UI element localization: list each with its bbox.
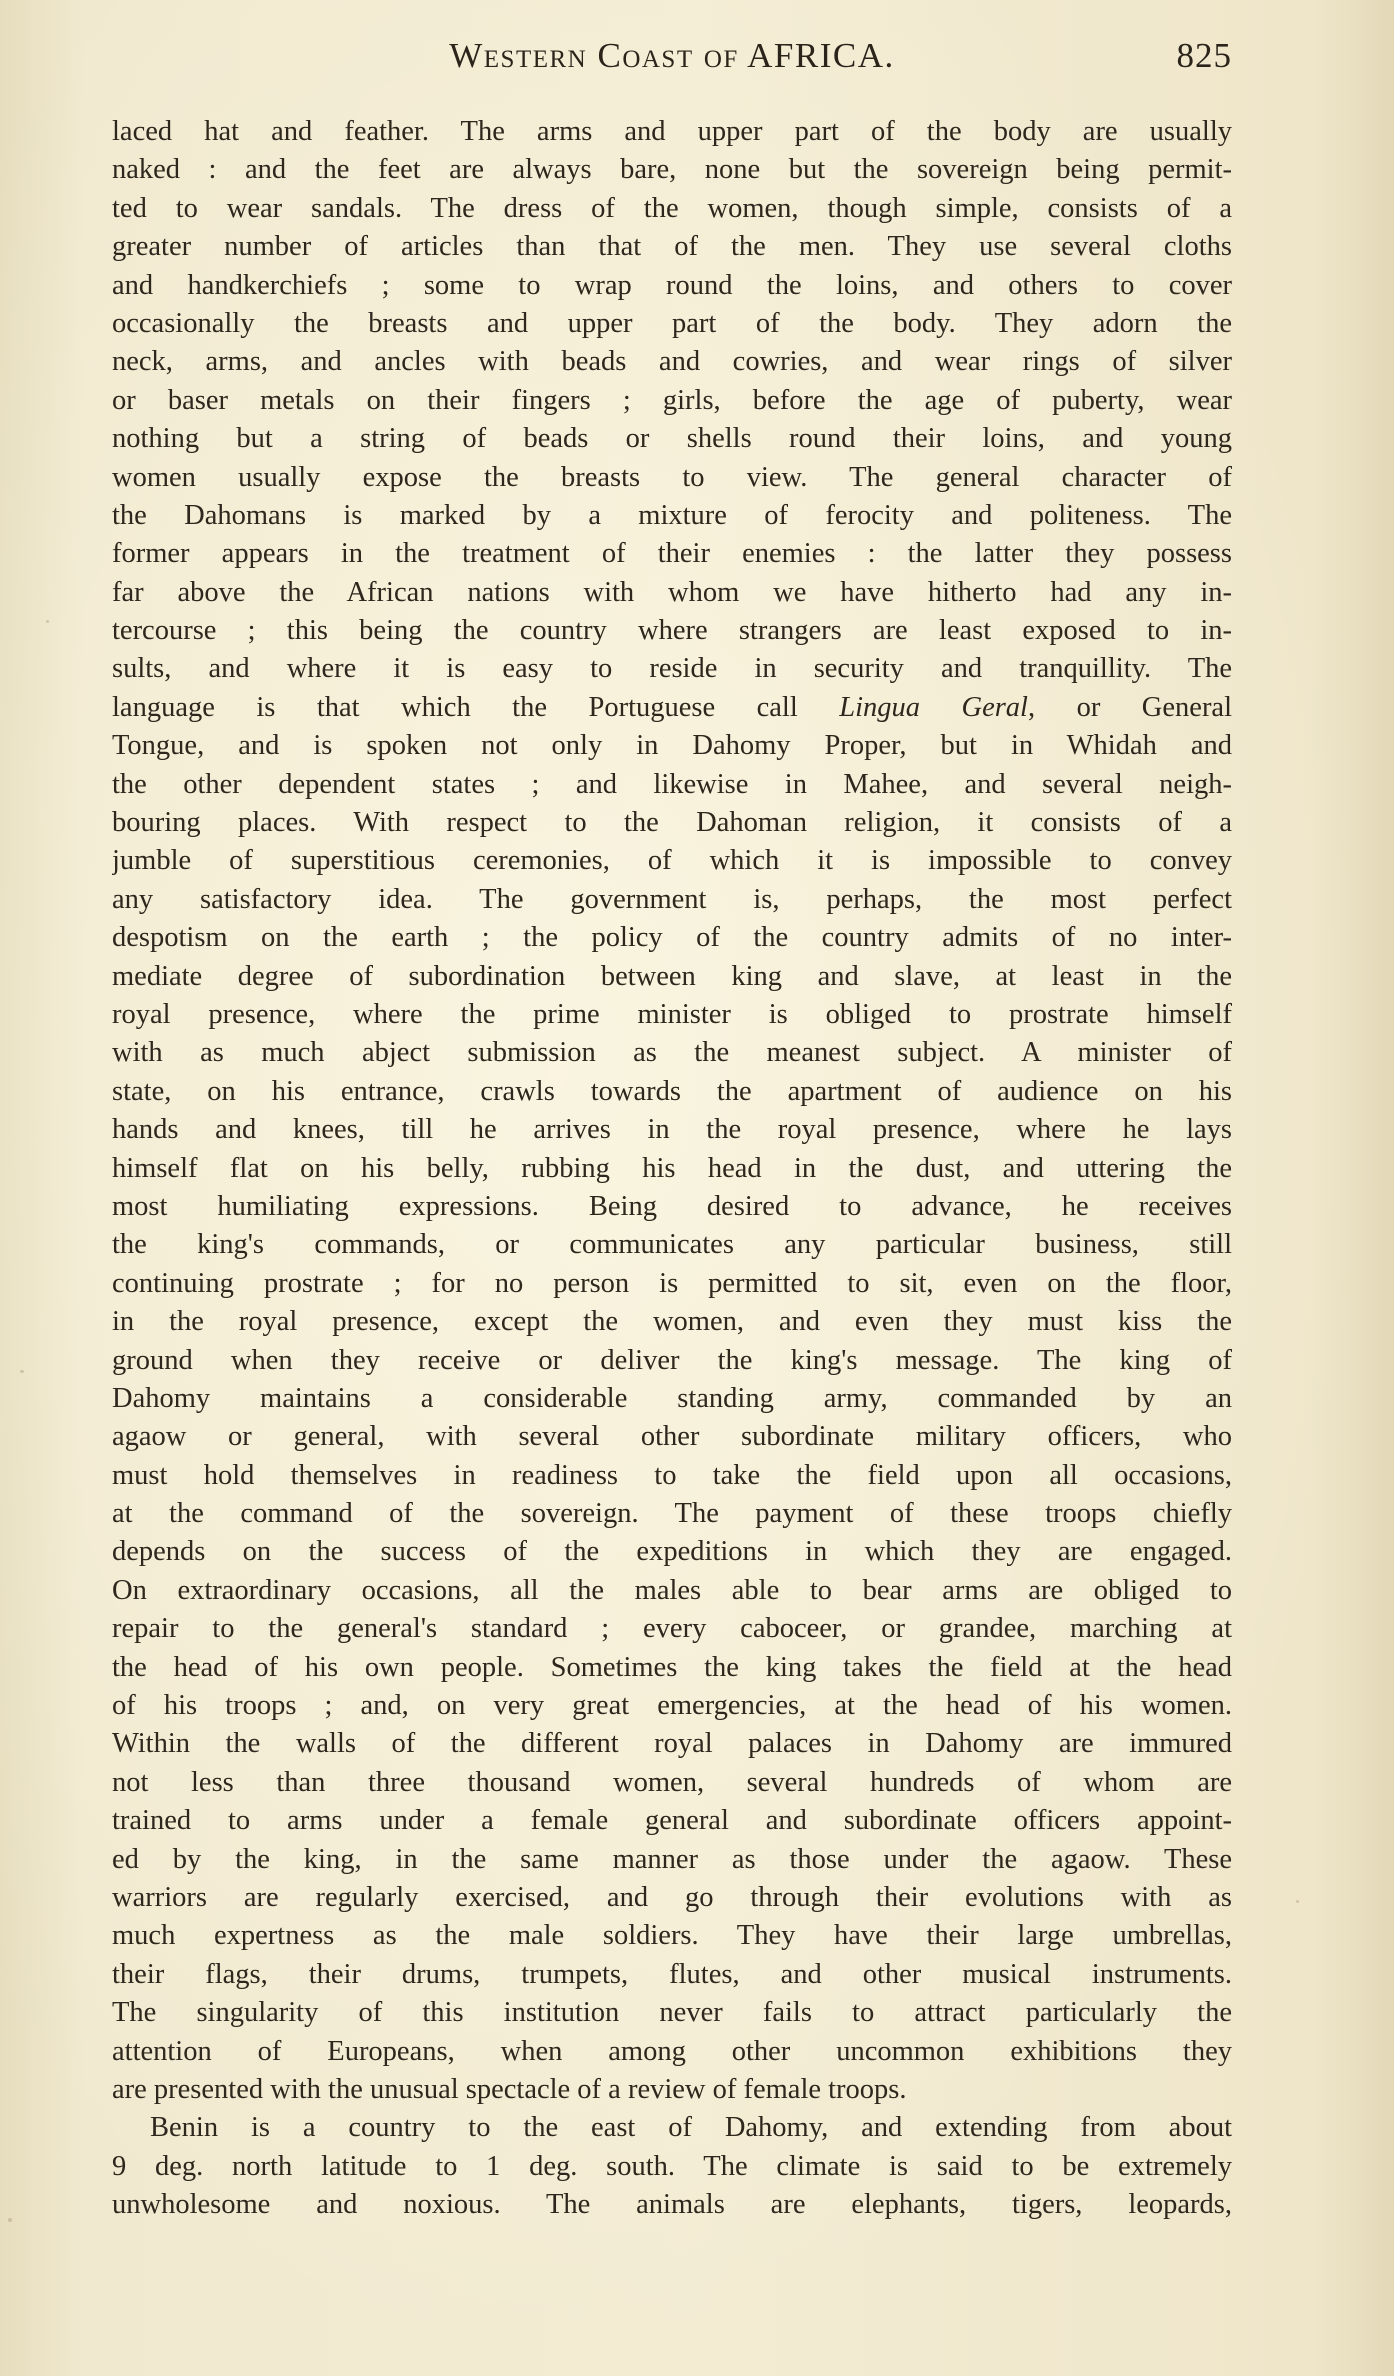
paper-spot — [46, 620, 49, 623]
text-line: unwholesome and noxious. The animals are elephants, tigers, leopards, — [112, 2189, 1232, 2221]
text-line: or baser metals on their fingers ; girls, before the age of puberty, wear — [112, 384, 1232, 416]
body-text — [112, 113, 1232, 2224]
italic-phrase: Lingua Geral — [839, 691, 1028, 723]
text-line: attention of Europeans, when among other uncommon exhibitions they — [112, 2035, 1232, 2067]
text-line: and handkerchiefs ; some to wrap round the loins, and others to cover — [112, 269, 1232, 301]
text-line: women usually expose the breasts to view. The general character of — [112, 461, 1232, 493]
text-line: much expertness as the male soldiers. They have their large umbrellas, — [112, 1920, 1232, 1952]
text-line: tercourse ; this being the country where strangers are least exposed to in- — [112, 615, 1232, 647]
text-line: trained to arms under a female general and subordinate officers appoint- — [112, 1805, 1232, 1837]
text-line: former appears in the treatment of their enemies : the latter they possess — [112, 538, 1232, 570]
text-line: greater number of articles than that of the men. They use several cloths — [112, 231, 1232, 263]
text-line: Within the walls of the different royal palaces in Dahomy are immured — [112, 1728, 1232, 1760]
text-line: 9 deg. north latitude to 1 deg. south. The climate is said to be extremely — [112, 2150, 1232, 2182]
text-line: at the command of the sovereign. The payment of these troops chiefly — [112, 1498, 1232, 1530]
text-line: royal presence, where the prime minister is obliged to prostrate himself — [112, 998, 1232, 1030]
paragraph-dahomy — [112, 113, 1232, 2109]
text-line: state, on his entrance, crawls towards the apartment of audience on his — [112, 1075, 1232, 1107]
text-line: sults, and where it is easy to reside in security and tranquillity. The — [112, 653, 1232, 685]
running-head — [112, 36, 1232, 86]
text-line: hands and knees, till he arrives in the royal presence, where he lays — [112, 1114, 1232, 1146]
paper-spot — [20, 1370, 24, 1373]
text-line: Benin is a country to the east of Dahomy, and extending from about — [150, 2112, 1232, 2144]
paragraph-benin — [112, 2109, 1232, 2224]
text-line: far above the African nations with whom we have hitherto had any in- — [112, 576, 1232, 608]
text-line: are presented with the unusual spectacle of a review of female troops. — [112, 2073, 907, 2105]
text-line: of his troops ; and, on very great emergencies, at the head of his women. — [112, 1690, 1232, 1722]
text-line: laced hat and feather. The arms and upper part of the body are usually — [112, 116, 1232, 147]
text-line: agaow or general, with several other subordinate military officers, who — [112, 1421, 1232, 1453]
text-line: ground when they receive or deliver the king's message. The king of — [112, 1344, 1232, 1376]
text-line: warriors are regularly exercised, and go through their evolutions with as — [112, 1881, 1232, 1913]
text-line: naked : and the feet are always bare, none but the sovereign being permit- — [112, 154, 1232, 186]
text-line: jumble of superstitious ceremonies, of which it is impossible to convey — [112, 845, 1232, 877]
text-line: occasionally the breasts and upper part of the body. They adorn the — [112, 307, 1232, 339]
text-line: Dahomy maintains a considerable standing army, commanded by an — [112, 1382, 1232, 1414]
text-line: bouring places. With respect to the Dahoman religion, it consists of a — [112, 807, 1232, 839]
text-line: ted to wear sandals. The dress of the women, though simple, consists of a — [112, 192, 1232, 224]
text-line: continuing prostrate ; for no person is permitted to sit, even on the floor, — [112, 1267, 1232, 1299]
text-line: any satisfactory idea. The government is, perhaps, the most perfect — [112, 883, 1232, 915]
text-line: depends on the success of the expeditions in which they are engaged. — [112, 1536, 1232, 1568]
text-line: with as much abject submission as the meanest subject. A minister of — [112, 1037, 1232, 1069]
text-line: the other dependent states ; and likewise in Mahee, and several neigh- — [112, 768, 1232, 800]
text-line: nothing but a string of beads or shells round their loins, and young — [112, 423, 1232, 455]
paper-spot — [1296, 1900, 1299, 1903]
text-line: most humiliating expressions. Being desired to advance, he receives — [112, 1190, 1232, 1222]
text-line: the head of his own people. Sometimes the king takes the field at the head — [112, 1651, 1232, 1683]
text-line: language is that which the Portuguese call Lingua Geral, or General — [112, 691, 1232, 723]
text-line: Tongue, and is spoken not only in Dahomy Proper, but in Whidah and — [112, 730, 1232, 762]
page-number: 825 — [1176, 36, 1232, 75]
text-line: On extraordinary occasions, all the males able to bear arms are obliged to — [112, 1574, 1232, 1606]
text-line: The singularity of this institution never fails to attract particularly the — [112, 1997, 1232, 2029]
text-line: despotism on the earth ; the policy of the country admits of no inter- — [112, 922, 1232, 954]
text-line: not less than three thousand women, several hundreds of whom are — [112, 1766, 1232, 1798]
text-line: the king's commands, or communicates any particular business, still — [112, 1229, 1232, 1261]
text-line: must hold themselves in readiness to take the field upon all occasions, — [112, 1459, 1232, 1491]
text-line: the Dahomans is marked by a mixture of ferocity and politeness. The — [112, 499, 1232, 531]
text-line: in the royal presence, except the women, and even they must kiss the — [112, 1306, 1232, 1338]
text-line: himself flat on his belly, rubbing his head in the dust, and uttering the — [112, 1152, 1232, 1184]
text-line: neck, arms, and ancles with beads and cowries, and wear rings of silver — [112, 346, 1232, 378]
paper-spot — [8, 2218, 12, 2222]
text-line: repair to the general's standard ; every caboceer, or grandee, marching at — [112, 1613, 1232, 1645]
text-line: ed by the king, in the same manner as those under the agaow. These — [112, 1843, 1232, 1875]
text-line: mediate degree of subordination between king and slave, at least in the — [112, 960, 1232, 992]
running-title: Western Coast of AFRICA. — [449, 36, 895, 75]
text-line: their flags, their drums, trumpets, flutes, and other musical instruments. — [112, 1958, 1232, 1990]
